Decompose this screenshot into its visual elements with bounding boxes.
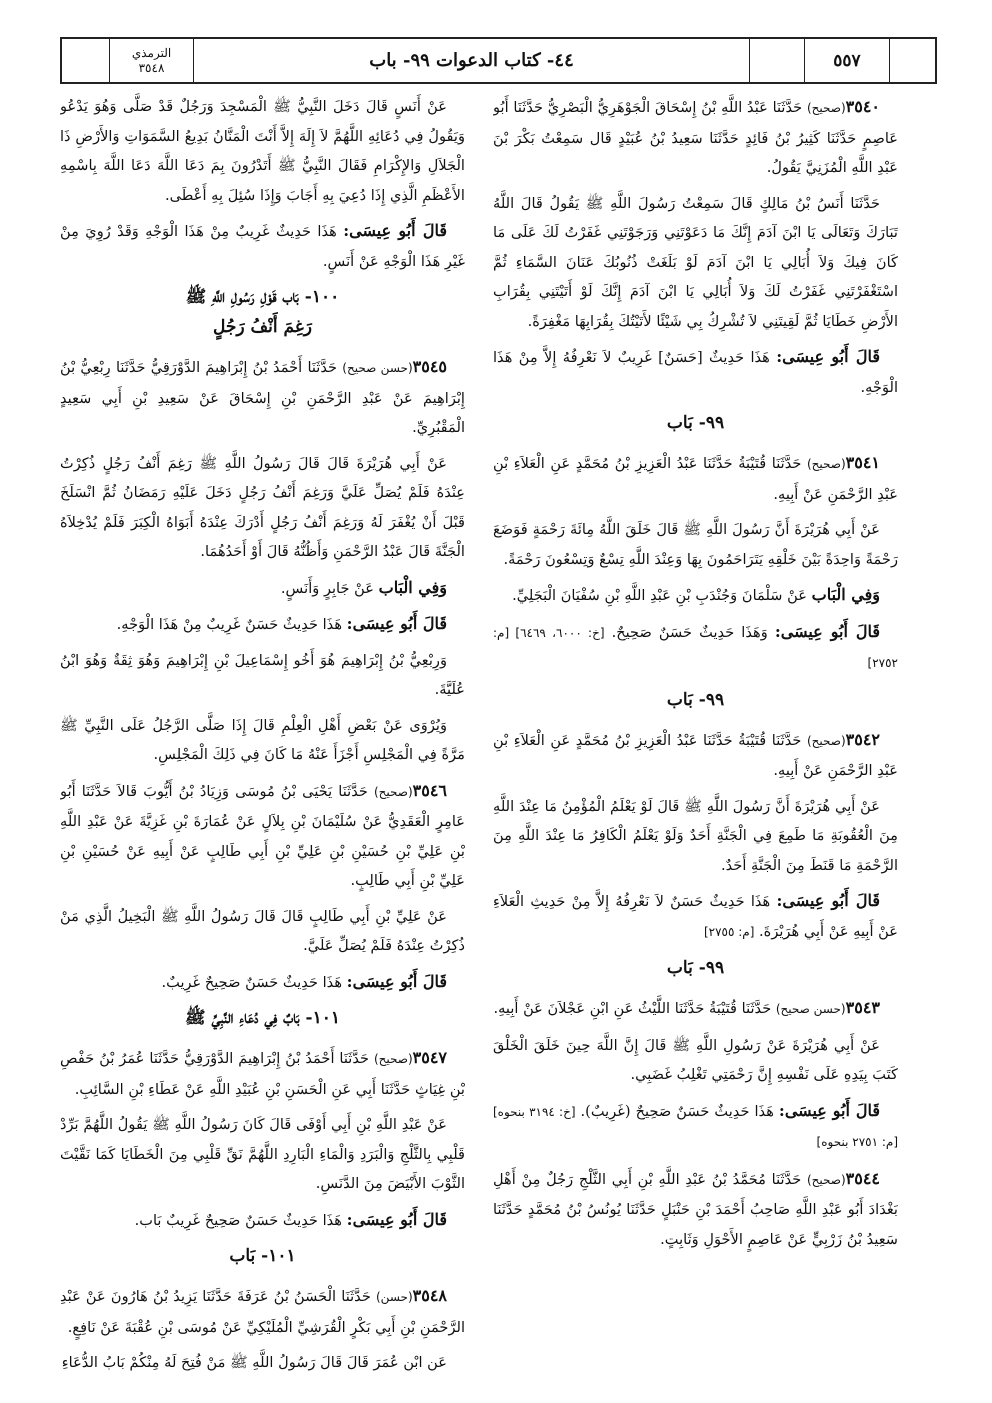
- hadith-3545-matn: عَنْ أَبِي هُرَيْرَةَ قَالَ قَالَ رَسُولُ اللَّهِ ﷺ رَغِمَ أَنْفُ رَجُلٍ ذُكِرْتُ عِنْدَهُ فَلَمْ يُصَلِّ عَلَيَّ وَرَغِمَ أَنْفُ رَجُلٍ دَخَلَ عَلَيْهِ رَمَضَانُ ثُمَّ انْسَلَخَ قَبْلَ أَنْ يُغْفَرَ لَهُ وَرَغِمَ أَنْفُ رَجُلٍ أَدْرَكَ عِنْدَهُ أَبَوَاهُ الْكِبَرَ فَلَمْ يُدْخِلاَهُ الْجَنَّةَ قَالَ عَبْدُ الرَّحْمَنِ وَأَظُنُّهُ قَالَ أَوْ أَحَدُهُمَا.: [60, 454, 465, 560]
- comment-text: هَذَا حَدِيثٌ حَسَنٌ صَحِيحٌ غَرِيبٌ.: [161, 973, 343, 991]
- hadith-3545-isnad: [60, 352, 465, 443]
- fil-bab-label: وَفِي الْبَاب: [378, 577, 447, 597]
- header-blank-cell: [750, 39, 805, 82]
- hadith-grade: (حسن): [376, 1290, 413, 1304]
- hadith-3542-comment: [493, 886, 898, 947]
- isnad-text: حَدَّثَنَا قُتَيْبَةُ حَدَّثَنَا عَبْدُ الْعَزِيزِ بْنُ مُحَمَّدٍ عَنِ الْعَلاَءِ بْنِ عَبْدِ الرَّحْمَنِ عَنْ أَبِيهِ.: [493, 455, 898, 503]
- fil-bab-label: وَفِي الْبَاب: [811, 585, 880, 604]
- hadith-grade: (صحيح): [806, 457, 846, 471]
- hadith-3547-matn: عَنْ عَبْدِ اللَّهِ بْنِ أَبِي أَوْفَى قَالَ كَانَ رَسُولُ اللَّهِ ﷺ يَقُولُ اللَّهُمَّ بَرِّدْ قَلْبِي بِالثَّلْجِ وَالْبَرَدِ وَالْمَاءِ الْبَارِدِ اللَّهُمَّ نَقِّ قَلْبِي مِنَ الْخَطَايَا كَمَا نَقَّيْتَ الثَّوْبَ الأَبْيَضَ مِنَ الدَّنَسِ.: [60, 1116, 465, 1192]
- hadith-grade: (صحيح): [806, 1172, 846, 1187]
- comment-text: وَهَذَا حَدِيثٌ حَسَنٌ صَحِيحٌ.: [611, 623, 768, 641]
- isnad-text: حَدَّثَنَا قُتَيْبَةُ حَدَّثَنَا عَبْدُ الْعَزِيزِ بْنُ مُحَمَّدٍ عَنِ الْعَلاَءِ بْنِ عَبْدِ الرَّحْمَنِ عَنْ أَبِيهِ.: [493, 731, 898, 779]
- hadith-3541-bab: [493, 580, 898, 611]
- isnad-text: حَدَّثَنَا أَحْمَدُ بْنُ إِبْرَاهِيمَ الدَّوْرَقِيُّ حَدَّثَنَا عُمَرُ بْنُ حَفْصِ بْنِ غِيَاثٍ حَدَّثَنَا أَبِي عَنِ الْحَسَنِ بْنِ عُبَيْدِ اللَّهِ عَنْ عَطَاءِ بْنِ السَّائِبِ.: [60, 1050, 465, 1098]
- comment-text: هَذَا حَدِيثٌ غَرِيبٌ مِنْ هَذَا الْوَجْهِ وَقَدْ رُوِيَ مِنْ غَيْرِ هَذَا الْوَجْهِ عَنْ أَنَسٍ.: [60, 223, 465, 270]
- hadith-3547-isnad: [60, 1043, 465, 1104]
- hadith-number: ٣٥٤٢: [845, 729, 880, 749]
- hadith-3545-note: وَيُرْوَى عَنْ بَعْضِ أَهْلِ الْعِلْمِ قَالَ إِذَا صَلَّى الرَّجُلُ عَلَى النَّبِيِّ ﷺ مَرَّةً فِي الْمَجْلِسِ أَجْزَأَ عَنْهُ مَا كَانَ فِي ذَلِكَ الْمَجْلِسِ.: [60, 716, 465, 763]
- comment-text: هَذَا حَدِيثٌ حَسَنٌ صَحِيحٌ غَرِيبٌ بَاب.: [134, 1211, 343, 1229]
- hadith-number: ٣٥٤٨: [412, 1286, 447, 1305]
- hadith-grade: (حسن صحيح): [775, 1002, 846, 1016]
- section-heading: ٩٩- بَاب: [666, 958, 725, 978]
- hadith-3546-comment: [60, 967, 465, 998]
- collection-number: ٣٥٤٨: [138, 60, 165, 75]
- hadith-3541-comment: [493, 617, 898, 679]
- hadith-3544-matn: عَنْ أَنَسٍ قَالَ دَخَلَ النَّبِيُّ ﷺ الْمَسْجِدَ وَرَجُلٌ قَدْ صَلَّى وَهُوَ يَدْعُو وَيَقُولُ فِي دُعَائِهِ اللَّهُمَّ لاَ إِلَهَ إِلاَّ أَنْتَ الْمَنَّانُ بَدِيعُ السَّمَوَاتِ وَالأَرْضِ ذَا الْجَلاَلِ وَالإِكْرَامِ فَقَالَ النَّبِيُّ ﷺ أَتَدْرُونَ بِمَ دَعَا اللَّهَ دَعَا اللَّهَ بِاسْمِهِ الأَعْظَمِ الَّذِي إِذَا دُعِيَ بِهِ أَجَابَ وَإِذَا سُئِلَ بِهِ أَعْطَى.: [60, 98, 465, 204]
- comment-text: هَذَا حَدِيثٌ حَسَنٌ غَرِيبٌ مِنْ هَذَا الْوَجْهِ.: [116, 616, 343, 633]
- left-column: [60, 92, 465, 1372]
- section-heading: ١٠١- بَاب: [229, 1246, 296, 1266]
- hadith-3540-comment: [493, 342, 898, 402]
- section-heading: ٩٩- بَاب: [666, 413, 725, 433]
- abu-isa-label: قَالَ أَبُو عِيسَى:: [776, 347, 881, 366]
- abu-isa-label: قَالَ أَبُو عِيسَى:: [346, 971, 447, 991]
- takhrij-reference: [خ: ٦٠٠٠، ٦٤٦٩] [م: ٢٧٥٢]: [493, 625, 898, 670]
- isnad-text: حَدَّثَنَا عَبْدُ اللَّهِ بْنُ إِسْحَاقَ الْجَوْهَرِيُّ الْبَصْرِيُّ حَدَّثَنَا أَبُو عَاصِمٍ حَدَّثَنَا كَثِيرُ بْنُ فَائِدٍ حَدَّثَنَا سَعِيدُ بْنُ عُبَيْدٍ قَال سَمِعْتُ بَكْرَ بْنَ عَبْدِ اللَّهِ الْمُزَنِيَّ يَقُولُ.: [493, 99, 898, 176]
- hadith-3544-isnad: [493, 1164, 898, 1255]
- fil-bab-text: عَنْ جَابِرٍ وَأَنَسٍ.: [280, 579, 374, 597]
- collection-cell: [110, 39, 194, 82]
- abu-isa-label: قَالَ أَبُو عِيسَى:: [343, 221, 448, 240]
- isnad-text: حَدَّثَنَا يَحْيَى بْنُ مُوسَى وَزِيَادُ بْنُ أَيُّوبَ قَالاَ حَدَّثَنَا أَبُو عَامِرٍ الْعَقَدِيُّ عَنْ سُلَيْمَانَ بْنِ بِلاَلٍ عَنْ عُمَارَةَ بْنِ غَزِيَّةَ عَنْ عَبْدِ اللَّهِ بْنِ عَلِيِّ بْنِ حُسَيْنِ بْنِ عَلِيِّ بْنِ أَبِي طَالِبٍ عَنْ أَبِيهِ عَنْ حُسَيْنِ بْنِ عَلِيِّ بْنِ أَبِي طَالِبٍ.: [60, 782, 465, 889]
- hadith-3545-note: وَرِبْعِيُّ بْنُ إِبْرَاهِيمَ هُوَ أَخُو إِسْمَاعِيلَ بْنِ إِبْرَاهِيمَ وَهُوَ ثِقَةٌ وَهُوَ ابْنُ عُلَيَّةَ.: [60, 651, 465, 698]
- isnad-text: حَدَّثَنَا الْحَسَنُ بْنُ عَرَفَةَ حَدَّثَنَا يَزِيدُ بْنُ هَارُونَ عَنْ عَبْدِ الرَّحْمَنِ بْنِ أَبِي بَكْرٍ الْقُرَشِيِّ الْمُلَيْكِيِّ عَنْ مُوسَى بْنِ عُقْبَةَ عَنْ نَافِعٍ.: [60, 1288, 465, 1336]
- isnad-text: حَدَّثَنَا قُتَيْبَةُ حَدَّثَنَا اللَّيْثُ عَنِ ابْنِ عَجْلاَنَ عَنْ أَبِيهِ.: [493, 1000, 772, 1017]
- abu-isa-label: قَالَ أَبُو عِيسَى:: [346, 614, 447, 633]
- section-heading: ٩٩- بَاب: [666, 689, 725, 710]
- takhrij-reference: [خ: ٣١٩٤ بنحوه] [م: ٢٧٥١ بنحوه]: [493, 1104, 898, 1149]
- hadith-3543-isnad: [493, 993, 898, 1025]
- hadith-3540-isnad: [493, 92, 898, 183]
- section-heading: [60, 282, 465, 342]
- header-blank-cell: [890, 39, 935, 82]
- hadith-3543-matn: عَنْ أَبِي هُرَيْرَةَ عَنْ رَسُولِ اللَّهِ ﷺ قَالَ إِنَّ اللَّهَ حِينَ خَلَقَ الْخَلْقَ كَتَبَ بِيَدِهِ عَلَى نَفْسِهِ إِنَّ رَحْمَتِي تَغْلِبُ غَضَبِي.: [493, 1036, 898, 1083]
- hadith-3547-comment: [60, 1205, 465, 1236]
- abu-isa-label: قَالَ أَبُو عِيسَى:: [346, 1209, 447, 1229]
- right-column: [493, 92, 898, 1372]
- chapter-title: ٤٤- كتاب الدعوات ٩٩- باب: [194, 39, 750, 82]
- abu-isa-label: قَالَ أَبُو عِيسَى:: [776, 891, 881, 910]
- collection-name: الترمذي: [131, 45, 172, 60]
- hadith-number: ٣٥٤٠: [845, 97, 880, 116]
- hadith-3548-isnad: [60, 1281, 465, 1342]
- hadith-number: ٣٥٤٧: [412, 1048, 448, 1067]
- hadith-3541-isnad: [493, 448, 898, 509]
- hadith-3546-isnad: [60, 776, 465, 896]
- isnad-text: حَدَّثَنَا مُحَمَّدُ بْنُ عَبْدِ اللَّهِ بْنِ أَبِي الثَّلْجِ رَجُلٌ مِنْ أَهْلِ بَغْدَادَ أَبُو عَبْدِ اللَّهِ صَاحِبُ أَحْمَدَ بْنِ حَنْبَلٍ حَدَّثَنَا يُونُسُ بْنُ مُحَمَّدٍ حَدَّثَنَا سَعِيدُ بْنُ زَرْبِيٍّ عَنْ عَاصِمٍ الأَحْوَلِ وَثَابِتٍ.: [493, 1170, 898, 1248]
- hadith-number: ٣٥٤٣: [845, 998, 880, 1017]
- hadith-3546-matn: عَنْ عَلِيِّ بْنِ أَبِي طَالِبٍ قَالَ قَالَ رَسُولُ اللَّهِ ﷺ الْبَخِيلُ الَّذِي مَنْ ذُكِرْتُ عِنْدَهُ فَلَمْ يُصَلِّ عَلَيَّ.: [60, 907, 465, 954]
- hadith-3544-comment: [60, 216, 465, 276]
- hadith-number: ٣٥٤٦: [412, 780, 447, 800]
- comment-text: هَذَا حَدِيثٌ حَسَنٌ صَحِيحٌ (غَرِيبٌ).: [580, 1102, 774, 1120]
- hadith-3545-bab: [60, 573, 465, 604]
- isnad-text: حَدَّثَنَا أَحْمَدُ بْنُ إِبْرَاهِيمَ الدَّوْرَقِيُّ حَدَّثَنَا رِبْعِيُّ بْنُ إِبْرَاهِيمَ عَنْ عَبْدِ الرَّحْمَنِ بْنِ إِسْحَاقَ عَنْ سَعِيدِ بْنِ أَبِي سَعِيدٍ الْمَقْبُرِيِّ.: [60, 359, 465, 436]
- section-heading: ١٠١- بَابٌ فِي دُعَاءِ النَّبِيِّ ﷺ: [185, 1008, 340, 1028]
- takhrij-reference: [م: ٢٧٥٥]: [703, 924, 755, 939]
- hadith-3545-comment: [60, 609, 465, 640]
- comment-text: هَذَا حَدِيثٌ [حَسَنٌ] غَرِيبٌ لاَ نَعْرِفُهُ إِلاَّ مِنْ هَذَا الْوَجْهِ.: [493, 349, 898, 396]
- hadith-3541-matn: عَنْ أَبِي هُرَيْرَةَ أَنَّ رَسُولَ اللَّهِ ﷺ قَالَ خَلَقَ اللَّهُ مِائَةَ رَحْمَةٍ فَوَضَعَ رَحْمَةً وَاحِدَةً بَيْنَ خَلْقِهِ يَتَرَاحَمُونَ بِهَا وَعِنْدَ اللَّهِ تِسْعٌ وَتِسْعُونَ رَحْمَةً.: [493, 521, 898, 568]
- comment-text: هَذَا حَدِيثٌ حَسَنٌ لاَ نَعْرِفُهُ إِلاَّ مِنْ حَدِيثِ الْعَلاَءِ عَنْ أَبِيهِ عَنْ أَبِي هُرَيْرَةَ.: [493, 893, 898, 940]
- hadith-number: ٣٥٤٥: [412, 357, 448, 376]
- hadith-3543-comment: [493, 1096, 898, 1158]
- hadith-3542-matn: عَنْ أَبِي هُرَيْرَةَ أَنَّ رَسُولَ اللَّهِ ﷺ قَالَ لَوْ يَعْلَمُ الْمُؤْمِنُ مَا عِنْدَ اللَّهِ مِنَ الْعُقُوبَةِ مَا طَمِعَ فِي الْجَنَّةِ أَحَدٌ وَلَوْ يَعْلَمُ الْكَافِرُ مَا عِنْدَ اللَّهِ مِنَ الرَّحْمَةِ مَا قَنَطَ مِنَ الْجَنَّةِ أَحَدٌ.: [493, 797, 898, 874]
- hadith-3540-matn: حَدَّثَنَا أَنَسُ بْنُ مَالِكٍ قَالَ سَمِعْتُ رَسُولَ اللَّهِ ﷺ يَقُولُ قَالَ اللَّهُ تَبَارَكَ وَتَعَالَى يَا ابْنَ آدَمَ إِنَّكَ مَا دَعَوْتَنِي وَرَجَوْتَنِي غَفَرْتُ لَكَ عَلَى مَا كَانَ فِيكَ وَلاَ أُبَالِي يَا ابْنَ آدَمَ لَوْ بَلَغَتْ ذُنُوبُكَ عَنَانَ السَّمَاءِ ثُمَّ اسْتَغْفَرْتَنِي غَفَرْتُ لَكَ وَلاَ أُبَالِي يَا ابْنَ آدَمَ إِنَّكَ لَوْ أَتَيْتَنِي بِقُرَابِ الأَرْضِ خَطَايَا ثُمَّ لَقِيتَنِي لاَ تُشْرِكُ بِي شَيْئًا لأَتَيْتُكَ بِقُرَابِهَا مَغْفِرَةً.: [493, 194, 898, 330]
- hadith-3548-matn: عَنِ ابْنِ عُمَرَ قَالَ قَالَ رَسُولُ اللَّهِ ﷺ مَنْ فُتِحَ لَهُ مِنْكُمْ بَابُ الدُّعَاءِ: [61, 1354, 447, 1371]
- hadith-grade: (صحيح): [373, 784, 413, 799]
- hadith-number: ٣٥٤١: [845, 453, 880, 472]
- section-heading-line-1: ١٠٠- بَاب قَوْلِ رَسُولِ اللَّهِ ﷺ: [185, 287, 340, 307]
- hadith-grade: (صحيح): [806, 733, 846, 748]
- hadith-3542-isnad: [493, 725, 898, 786]
- page-header: [60, 37, 937, 84]
- hadith-number: ٣٥٤٤: [845, 1168, 881, 1188]
- hadith-grade: (صحيح): [806, 101, 846, 115]
- abu-isa-label: قَالَ أَبُو عِيسَى:: [778, 1100, 880, 1120]
- header-blank-cell: [62, 39, 110, 82]
- abu-isa-label: قَالَ أَبُو عِيسَى:: [774, 621, 881, 641]
- hadith-grade: (حسن صحيح): [342, 361, 413, 375]
- page-number: ٥٥٧: [805, 39, 890, 82]
- section-heading-line-2: رَغِمَ أَنْفُ رَجُلٍ: [213, 317, 312, 337]
- hadith-grade: (صحيح): [373, 1052, 413, 1066]
- fil-bab-text: عَنْ سَلْمَانَ وَجُنْدَبِ بْنِ عَبْدِ اللَّهِ بْنِ سُفْيَانَ الْبَجَلِيِّ.: [512, 587, 807, 604]
